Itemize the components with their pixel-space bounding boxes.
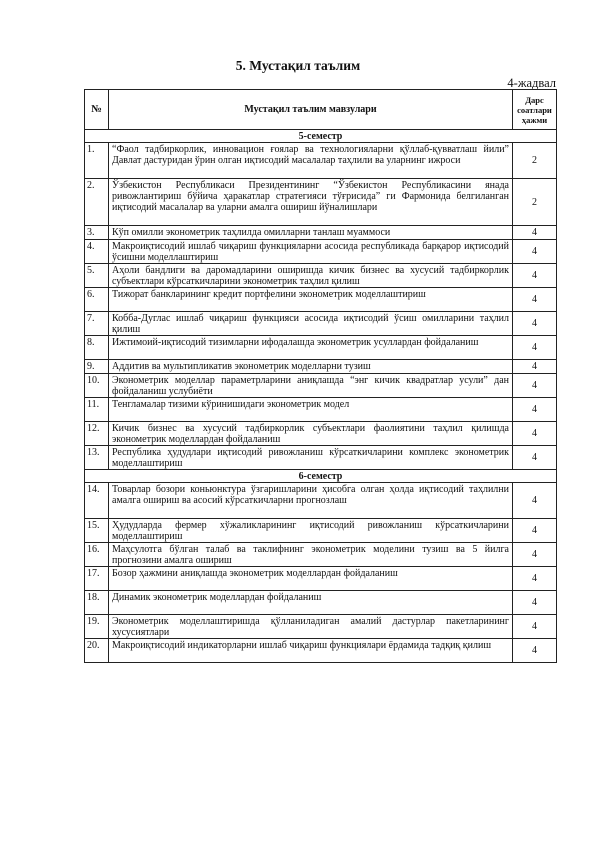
table-row — [85, 446, 557, 470]
row-number: 5. — [85, 264, 109, 288]
row-number: 6. — [85, 288, 109, 312]
row-hours: 4 — [513, 519, 557, 543]
row-number: 10. — [85, 374, 109, 398]
row-number: 1. — [85, 143, 109, 179]
table-row — [85, 374, 557, 398]
row-topic: Кўп омилли эконометрик таҳлилда омилларни танлаш муаммоси — [109, 226, 513, 240]
table-row — [85, 615, 557, 639]
row-topic: Товарлар бозори коньюнктура ўзгаришларини ҳисобга олган ҳолда иқтисодий таҳлилни амалга ошириш ва асосий кўрсаткичларни прогнозлаш — [109, 483, 513, 519]
row-topic: Кичик бизнес ва хусусий тадбиркорлик субъектлари фаолиятини таҳлил қилишда эконометрик моделлардан фойдаланиш — [109, 422, 513, 446]
row-topic: Маҳсулотга бўлган талаб ва таклифнинг эконометрик моделини тузиш ва 5 йилга прогнозини амалга ошириш — [109, 543, 513, 567]
row-hours: 4 — [513, 336, 557, 360]
table-row — [85, 288, 557, 312]
table-row — [85, 519, 557, 543]
row-number: 11. — [85, 398, 109, 422]
row-hours: 4 — [513, 567, 557, 591]
table-number: 4-жадвал — [507, 76, 556, 90]
table-row — [85, 360, 557, 374]
row-topic: Макроиқтисодий индикаторларни ишлаб чиқариш функциялари ёрдамида тадқиқ қилиш — [109, 639, 513, 663]
table-row — [85, 543, 557, 567]
row-hours: 4 — [513, 543, 557, 567]
row-topic: Аҳоли бандлиги ва даромадларини оширишда кичик бизнес ва хусусий тадбиркорлик субъектлари кўрсаткичларини эконометрик таҳлил қилиш — [109, 264, 513, 288]
row-number: 18. — [85, 591, 109, 615]
row-hours: 4 — [513, 483, 557, 519]
row-number: 12. — [85, 422, 109, 446]
row-hours: 4 — [513, 264, 557, 288]
row-topic: Аддитив ва мультипликатив эконометрик моделларни тузиш — [109, 360, 513, 374]
table-row — [85, 483, 557, 519]
table-row — [85, 264, 557, 288]
row-number: 20. — [85, 639, 109, 663]
table-header-row — [85, 90, 557, 130]
row-topic: Ижтимоий-иқтисодий тизимларни ифодалашда эконометрик усуллардан фойдаланиш — [109, 336, 513, 360]
row-number: 15. — [85, 519, 109, 543]
row-hours: 4 — [513, 226, 557, 240]
row-topic: Ўзбекистон Республикаси Президентининг “Ўзбекистон Республикасини янада ривожлантириш бўйича ҳаракатлар стратегияси тўғрисида” ги Фармонида белгиланган иқтисодий масалалар ва уларни амалга ошириш йўналишлари — [109, 179, 513, 226]
semester-label: 6-семестр — [85, 470, 557, 483]
row-hours: 4 — [513, 446, 557, 470]
row-topic: Тенгламалар тизими кўринишидаги эконометрик модел — [109, 398, 513, 422]
row-topic: Ҳудудларда фермер хўжаликларининг иқтисодий ривожланиш кўрсаткичларини моделлаштириш — [109, 519, 513, 543]
row-topic: Эконометрик моделлаштиришда қўлланиладиган амалий дастурлар пакетларининг хусусиятлари — [109, 615, 513, 639]
semester-row — [85, 470, 557, 483]
table-row — [85, 398, 557, 422]
row-number: 17. — [85, 567, 109, 591]
table-row — [85, 226, 557, 240]
table-row — [85, 312, 557, 336]
table-row — [85, 567, 557, 591]
semester-label: 5-семестр — [85, 130, 557, 143]
column-header-number: № — [85, 90, 109, 130]
row-number: 8. — [85, 336, 109, 360]
row-hours: 4 — [513, 288, 557, 312]
row-number: 2. — [85, 179, 109, 226]
table-row — [85, 240, 557, 264]
row-hours: 4 — [513, 374, 557, 398]
column-header-hours: Дарс соатлари ҳажми — [513, 90, 557, 130]
row-number: 7. — [85, 312, 109, 336]
table-row — [85, 143, 557, 179]
row-hours: 4 — [513, 591, 557, 615]
row-hours: 4 — [513, 312, 557, 336]
row-topic: Динамик эконометрик моделлардан фойдаланиш — [109, 591, 513, 615]
row-topic: Макроиқтисодий ишлаб чиқариш функцияларни асосида республикада барқарор иқтисодий ўсишни моделлаштириш — [109, 240, 513, 264]
row-hours: 4 — [513, 422, 557, 446]
column-header-topic: Мустақил таълим мавзулари — [109, 90, 513, 130]
row-number: 13. — [85, 446, 109, 470]
row-hours: 4 — [513, 639, 557, 663]
row-number: 9. — [85, 360, 109, 374]
page-title: 5. Мустақил таълим — [235, 58, 361, 73]
independent-study-table — [84, 89, 557, 663]
row-topic: “Фаол тадбиркорлик, инновацион ғоялар ва технологияларни қўллаб-қувватлаш йили” Давлат дастуридан ўрин олган иқтисодий масалалар таҳлили ва уларнинг ижроси — [109, 143, 513, 179]
row-hours: 2 — [513, 143, 557, 179]
row-hours: 4 — [513, 615, 557, 639]
table-row — [85, 639, 557, 663]
semester-row — [85, 130, 557, 143]
row-hours: 4 — [513, 240, 557, 264]
row-topic: Эконометрик моделлар параметрларини аниқлашда “энг кичик квадратлар усули” дан фойдаланиш услубиёти — [109, 374, 513, 398]
row-topic: Бозор ҳажмини аниқлашда эконометрик моделлардан фойдаланиш — [109, 567, 513, 591]
table-row — [85, 179, 557, 226]
row-hours: 4 — [513, 398, 557, 422]
row-number: 4. — [85, 240, 109, 264]
row-number: 16. — [85, 543, 109, 567]
row-number: 14. — [85, 483, 109, 519]
row-number: 3. — [85, 226, 109, 240]
table-row — [85, 591, 557, 615]
row-topic: Тижорат банкларининг кредит портфелини эконометрик моделлаштириш — [109, 288, 513, 312]
row-hours: 4 — [513, 360, 557, 374]
row-number: 19. — [85, 615, 109, 639]
row-hours: 2 — [513, 179, 557, 226]
row-topic: Республика ҳудудлари иқтисодий ривожланиш кўрсаткичларини комплекс эконометрик моделлаштириш — [109, 446, 513, 470]
table-row — [85, 336, 557, 360]
table-row — [85, 422, 557, 446]
row-topic: Кобба-Дуглас ишлаб чиқариш функцияси асосида иқтисодий ўсиш омилларини таҳлил қилиш — [109, 312, 513, 336]
